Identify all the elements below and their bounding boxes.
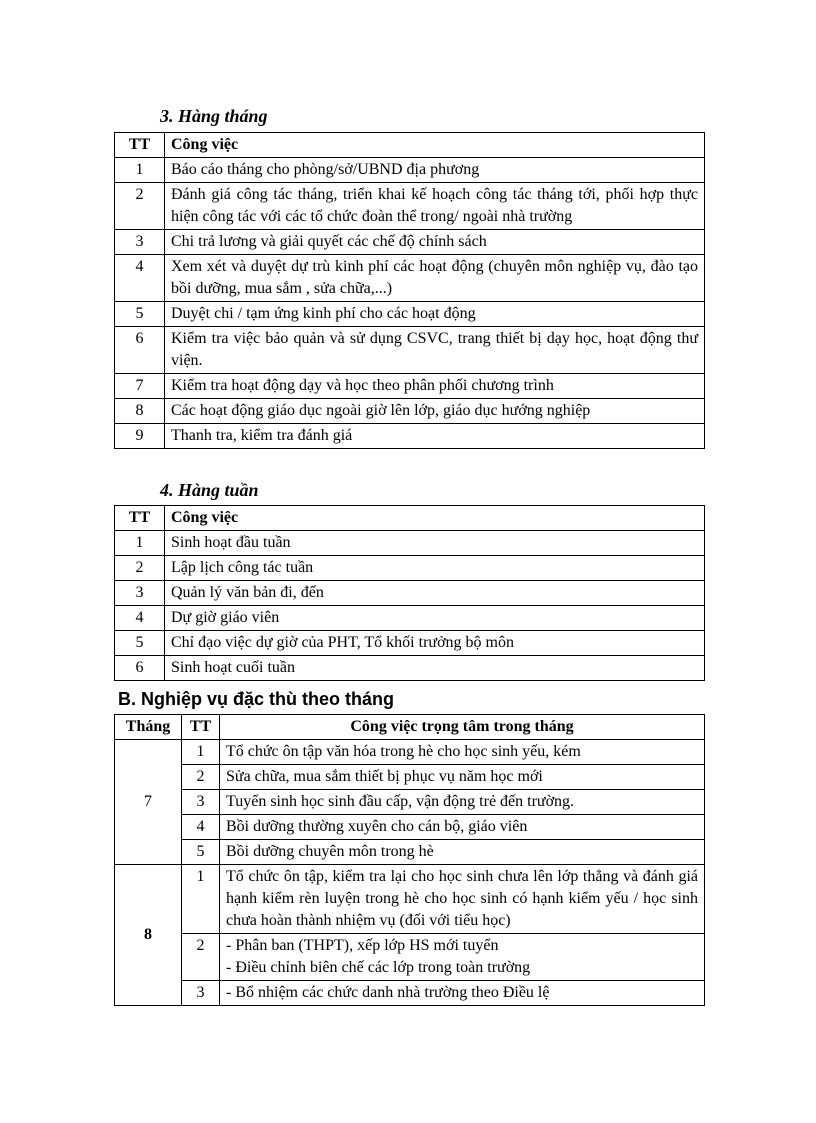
row-number: 1 [115, 158, 165, 183]
header-tt: TT [115, 133, 165, 158]
row-number: 3 [182, 790, 220, 815]
table-header-row [115, 506, 705, 531]
row-task: Các hoạt động giáo dục ngoài giờ lên lớp, giáo dục hướng nghiệp [165, 399, 705, 424]
table-row [115, 302, 705, 327]
table-row [115, 606, 705, 631]
header-task: Công việc trọng tâm trong tháng [220, 715, 705, 740]
row-task: Chi trả lương và giải quyết các chế độ chính sách [165, 230, 705, 255]
table-row [115, 934, 705, 981]
row-task: Tổ chức ôn tập văn hóa trong hè cho học sinh yếu, kém [220, 740, 705, 765]
table-row [115, 183, 705, 230]
row-number: 6 [115, 656, 165, 681]
section-b-title: B. Nghiệp vụ đặc thù theo tháng [118, 689, 394, 709]
row-number: 9 [115, 424, 165, 449]
table-row [115, 556, 705, 581]
row-task: - Bổ nhiệm các chức danh nhà trường theo Điều lệ [220, 981, 705, 1006]
table-row [115, 581, 705, 606]
row-number: 2 [182, 934, 220, 981]
row-number: 5 [182, 840, 220, 865]
row-number: 2 [115, 556, 165, 581]
row-task: Tuyển sinh học sinh đầu cấp, vận động trẻ đến trường. [220, 790, 705, 815]
header-task: Công việc [165, 506, 705, 531]
header-tt: TT [115, 506, 165, 531]
row-number: 1 [182, 865, 220, 934]
row-number: 2 [182, 765, 220, 790]
table-header-row [115, 133, 705, 158]
row-number: 3 [115, 581, 165, 606]
table-row [115, 656, 705, 681]
row-task: Sửa chữa, mua sắm thiết bị phục vụ năm học mới [220, 765, 705, 790]
table-row [115, 158, 705, 183]
table-row [115, 327, 705, 374]
table-row [115, 840, 705, 865]
row-task-line: - Phân ban (THPT), xếp lớp HS mới tuyển [226, 937, 499, 954]
section-3-title: 3. Hàng tháng [160, 106, 268, 126]
row-task: Thanh tra, kiểm tra đánh giá [165, 424, 705, 449]
table-row [115, 740, 705, 765]
table-row [115, 981, 705, 1006]
table-row [115, 815, 705, 840]
row-task: Sinh hoạt cuối tuần [165, 656, 705, 681]
row-task: Duyệt chi / tạm ứng kinh phí cho các hoạt động [165, 302, 705, 327]
table-row [115, 865, 705, 934]
row-task: Chỉ đạo việc dự giờ của PHT, Tổ khối trưởng bộ môn [165, 631, 705, 656]
table-row [115, 230, 705, 255]
table-row [115, 255, 705, 302]
table-row [115, 765, 705, 790]
table-row [115, 374, 705, 399]
row-number: 2 [115, 183, 165, 230]
table-row [115, 531, 705, 556]
row-number: 4 [182, 815, 220, 840]
row-task: Bồi dưỡng thường xuyên cho cán bộ, giáo viên [220, 815, 705, 840]
row-task: Quản lý văn bản đi, đến [165, 581, 705, 606]
row-task: Đánh giá công tác tháng, triển khai kế hoạch công tác tháng tới, phối hợp thực hiện công tác với các tổ chức đoàn thể trong/ ngoài nhà trường [165, 183, 705, 230]
row-number: 1 [115, 531, 165, 556]
row-number: 3 [182, 981, 220, 1006]
header-month: Tháng [115, 715, 182, 740]
month-cell: 7 [115, 740, 182, 865]
row-number: 5 [115, 302, 165, 327]
header-tt: TT [182, 715, 220, 740]
monthly-tasks-table [114, 132, 705, 449]
section-4-title: 4. Hàng tuần [160, 480, 259, 500]
row-number: 6 [115, 327, 165, 374]
row-task: Sinh hoạt đầu tuần [165, 531, 705, 556]
header-task: Công việc [165, 133, 705, 158]
row-task: Tổ chức ôn tập, kiểm tra lại cho học sinh chưa lên lớp thẳng và đánh giá hạnh kiểm rèn luyện trong hè cho học sinh có hạnh kiểm yếu / học sinh chưa hoàn thành nhiệm vụ (đối với tiểu học) [220, 865, 705, 934]
row-number: 4 [115, 255, 165, 302]
row-task [220, 934, 705, 981]
table-header-row [115, 715, 705, 740]
row-task: Báo cáo tháng cho phòng/sở/UBND địa phương [165, 158, 705, 183]
row-number: 7 [115, 374, 165, 399]
table-row [115, 399, 705, 424]
row-number: 8 [115, 399, 165, 424]
row-number: 1 [182, 740, 220, 765]
row-task: Xem xét và duyệt dự trù kinh phí các hoạt động (chuyên môn nghiệp vụ, đào tạo bồi dưỡng, mua sắm , sửa chữa,...) [165, 255, 705, 302]
table-row [115, 631, 705, 656]
month-cell: 8 [115, 865, 182, 1006]
row-number: 5 [115, 631, 165, 656]
row-task: Kiểm tra việc bảo quản và sử dụng CSVC, trang thiết bị dạy học, hoạt động thư viện. [165, 327, 705, 374]
row-task: Dự giờ giáo viên [165, 606, 705, 631]
row-task: Lập lịch công tác tuần [165, 556, 705, 581]
table-row [115, 424, 705, 449]
row-task: Kiểm tra hoạt động dạy và học theo phân phối chương trình [165, 374, 705, 399]
row-task: Bồi dưỡng chuyên môn trong hè [220, 840, 705, 865]
monthly-specific-tasks-table [114, 714, 705, 1006]
table-row [115, 790, 705, 815]
row-number: 3 [115, 230, 165, 255]
weekly-tasks-table [114, 505, 705, 681]
row-number: 4 [115, 606, 165, 631]
row-task-line: - Điều chỉnh biên chế các lớp trong toàn trường [226, 959, 531, 976]
